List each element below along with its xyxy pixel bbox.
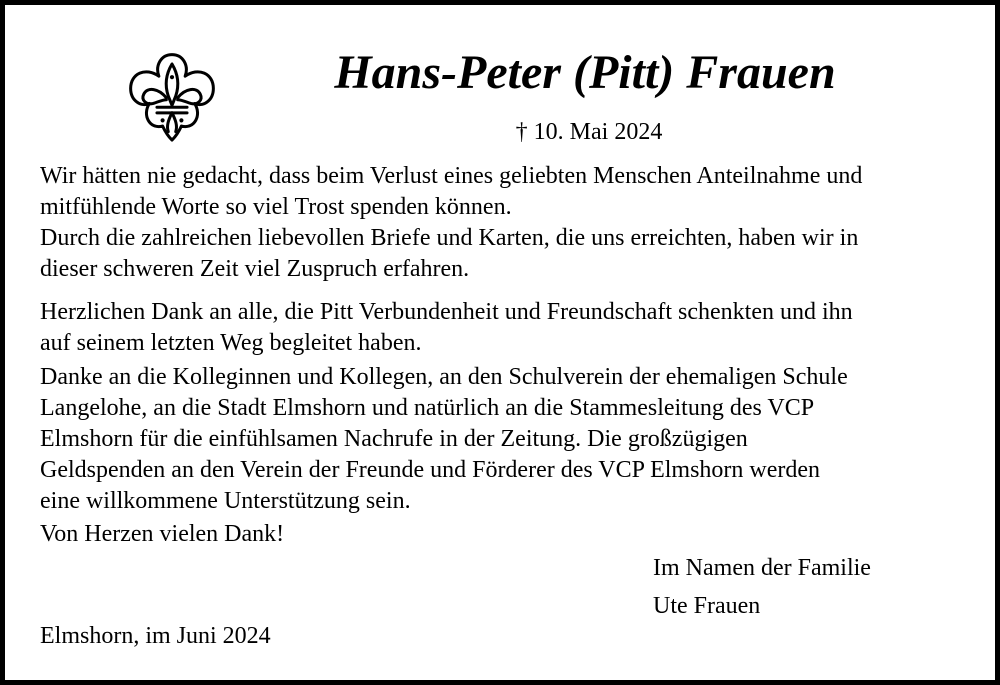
text-line: Wir hätten nie gedacht, dass beim Verlust eines geliebten Menschen Anteilnahme und — [40, 163, 863, 189]
text-line: auf seinem letzten Weg begleitet haben. — [40, 330, 422, 356]
text-line: Danke an die Kolleginnen und Kollegen, an den Schulverein der ehemaligen Schule — [40, 364, 848, 390]
paragraph-closing — [40, 519, 975, 550]
death-date: † 10. Mai 2024 — [515, 119, 663, 145]
deceased-name: Hans-Peter (Pitt) Frauen — [334, 46, 836, 99]
paragraph-thanks — [40, 297, 975, 359]
text-line: Geldspenden an den Verein der Freunde und Förderer des VCP Elmshorn werden — [40, 457, 821, 483]
text-line: Durch die zahlreichen liebevollen Briefe und Karten, die uns erreichten, haben wir in — [40, 225, 859, 251]
place-and-date: Elmshorn, im Juni 2024 — [40, 623, 271, 649]
text-line: Langelohe, an die Stadt Elmshorn und natürlich an die Stammesleitung des VCP — [40, 395, 815, 421]
signature-line-1: Im Namen der Familie — [653, 555, 871, 581]
signature-name: Ute Frauen — [653, 593, 761, 619]
text-line: Herzlichen Dank an alle, die Pitt Verbundenheit und Freundschaft schenkten und ihn — [40, 299, 853, 325]
text-line: Von Herzen vielen Dank! — [40, 521, 285, 547]
text-line: mitfühlende Worte so viel Trost spenden können. — [40, 194, 512, 220]
text-line: Elmshorn für die einfühlsamen Nachrufe in der Zeitung. Die großzügigen — [40, 426, 748, 452]
paragraph-colleagues — [40, 362, 975, 517]
text-line: dieser schweren Zeit viel Zuspruch erfahren. — [40, 256, 470, 282]
paragraph-gratitude — [40, 161, 975, 285]
text-line: eine willkommene Unterstützung sein. — [40, 488, 411, 514]
